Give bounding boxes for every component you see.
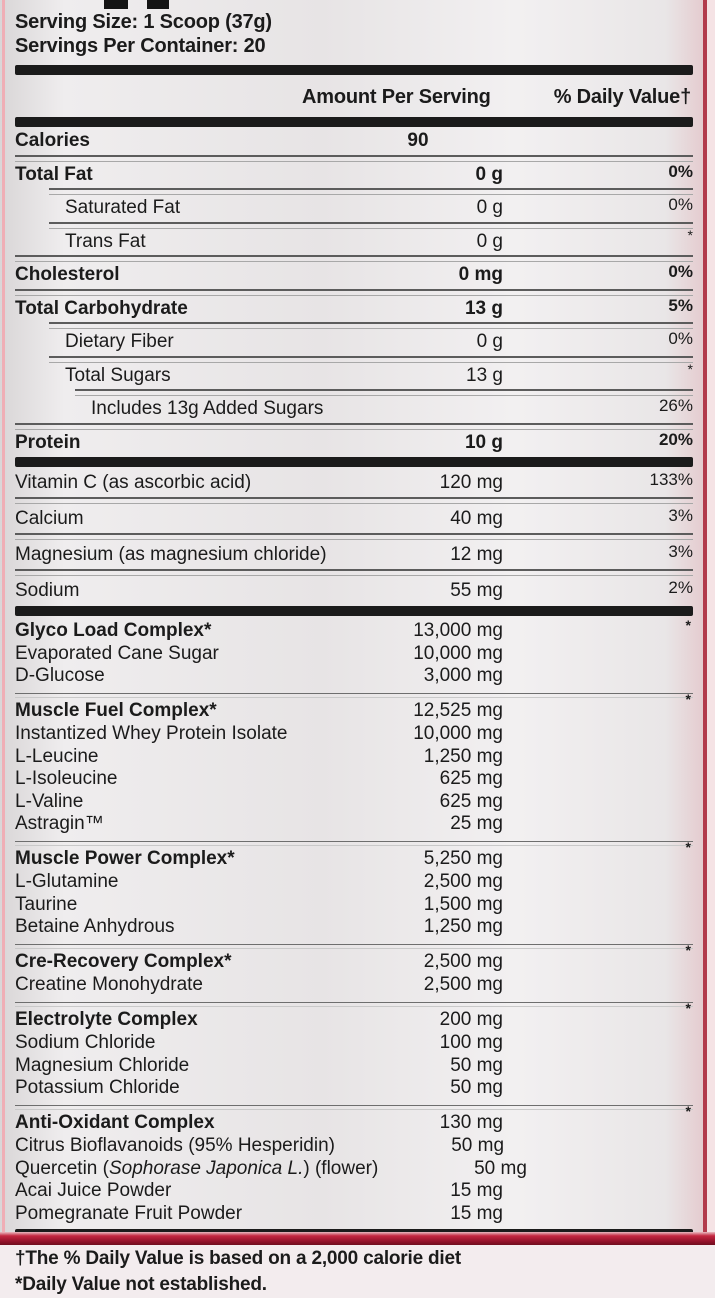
nutrient-amount: 10 g xyxy=(464,431,503,453)
complex-name: Anti-Oxidant Complex xyxy=(15,1112,215,1134)
facts-row-line xyxy=(15,262,693,289)
facts-row xyxy=(15,155,693,189)
row-separator xyxy=(15,255,693,262)
nutrient-daily-value: 3% xyxy=(668,505,693,525)
complex-block xyxy=(15,617,693,691)
complex-name: Cre-Recovery Complex* xyxy=(15,951,232,973)
nutrient-name: Dietary Fiber xyxy=(65,331,174,353)
facts-row xyxy=(15,188,693,222)
complex-header-row xyxy=(15,951,693,975)
complex-amount: 12,525 mg xyxy=(413,700,503,722)
serving-size-value: 1 Scoop (37g) xyxy=(143,11,272,33)
nutrient-amount: 0 g xyxy=(476,197,503,219)
ingredient-name: Taurine xyxy=(15,893,78,915)
facts-row-line xyxy=(15,468,693,497)
row-separator xyxy=(15,289,693,296)
nutrient-daily-value: * xyxy=(687,226,693,243)
complex-separator xyxy=(15,1002,693,1007)
ingredient-name: Acai Juice Powder xyxy=(15,1180,172,1202)
footnotes xyxy=(15,1246,693,1298)
facts-row xyxy=(15,533,693,569)
ingredient-name: Pomegranate Fruit Powder xyxy=(15,1202,243,1224)
nutrient-name: Vitamin C (as ascorbic acid) xyxy=(15,471,252,493)
divider-bar xyxy=(15,606,693,616)
nutrient-amount: 0 g xyxy=(476,230,503,252)
facts-row xyxy=(15,322,693,356)
nutrient-name: Includes 13g Added Sugars xyxy=(91,398,324,420)
complex-amount: 2,500 mg xyxy=(423,951,503,973)
ingredient-amount: 3,000 mg xyxy=(423,665,503,687)
ingredient-row xyxy=(15,1180,693,1203)
row-separator xyxy=(15,423,693,430)
complex-name: Muscle Power Complex* xyxy=(15,848,235,870)
ingredient-amount: 50 mg xyxy=(474,1157,527,1179)
ingredient-row xyxy=(15,768,693,791)
serving-info xyxy=(15,11,693,58)
complex-block xyxy=(15,1103,693,1229)
nutrient-name: Sodium xyxy=(15,579,80,601)
facts-row xyxy=(15,497,693,533)
complex-ingredients xyxy=(15,871,693,939)
complex-header-row xyxy=(15,848,693,872)
ingredient-name: Magnesium Chloride xyxy=(15,1054,190,1076)
nutrient-daily-value: 2% xyxy=(668,577,693,597)
ingredient-row xyxy=(15,813,693,836)
nutrient-name: Protein xyxy=(15,431,81,453)
complex-block xyxy=(15,1000,693,1103)
label-right-margin xyxy=(707,0,715,1233)
divider-bar xyxy=(15,65,693,75)
ingredient-amount: 10,000 mg xyxy=(413,723,503,745)
row-separator xyxy=(15,533,693,540)
serving-size-line xyxy=(15,11,693,35)
ingredient-name: L-Valine xyxy=(15,790,84,812)
nutrition-facts-table xyxy=(15,128,693,456)
complex-ingredients xyxy=(15,1135,693,1225)
column-headers xyxy=(15,76,693,116)
nutrient-daily-value: 0% xyxy=(668,262,693,282)
nutrient-daily-value: 0% xyxy=(668,161,693,181)
nutrient-amount: 0 g xyxy=(476,331,503,353)
complex-ingredients xyxy=(15,974,693,997)
ingredient-name: L-Isoleucine xyxy=(15,768,118,790)
row-separator xyxy=(15,569,693,576)
nutrient-amount: 13 g xyxy=(466,364,503,386)
ingredient-amount: 100 mg xyxy=(439,1032,503,1054)
complex-name: Electrolyte Complex xyxy=(15,1009,198,1031)
facts-row-line xyxy=(15,360,693,390)
ingredient-name: Potassium Chloride xyxy=(15,1077,180,1099)
nutrient-name: Magnesium (as magnesium chloride) xyxy=(15,543,327,565)
complex-header-row xyxy=(15,700,693,724)
facts-row-line xyxy=(15,162,693,189)
ingredient-row xyxy=(15,723,693,746)
row-separator xyxy=(49,322,693,329)
ingredient-name: Instantized Whey Protein Isolate xyxy=(15,723,288,745)
nutrient-amount: 120 mg xyxy=(439,471,503,493)
row-separator xyxy=(49,188,693,195)
facts-row xyxy=(15,468,693,497)
ingredient-amount: 1,250 mg xyxy=(423,916,503,938)
nutrient-daily-value: 5% xyxy=(668,295,693,315)
ingredient-row xyxy=(15,746,693,769)
ingredient-amount: 625 mg xyxy=(439,768,503,790)
complex-amount: 13,000 mg xyxy=(413,619,503,641)
ingredient-name: L-Leucine xyxy=(15,745,99,767)
nutrient-name: Calcium xyxy=(15,507,84,529)
ingredient-row xyxy=(15,665,693,688)
complex-daily-value-asterisk: * xyxy=(685,690,691,707)
facts-row-line xyxy=(15,430,693,457)
amount-per-serving-header: Amount Per Serving xyxy=(302,86,491,108)
facts-row-line xyxy=(15,329,693,356)
nutrient-name: Saturated Fat xyxy=(65,197,181,219)
ingredient-amount: 50 mg xyxy=(451,1135,505,1157)
ingredient-amount: 25 mg xyxy=(450,813,503,835)
row-separator xyxy=(15,155,693,162)
daily-value-header: % Daily Value† xyxy=(553,86,691,108)
daily-value-footnote: †The % Daily Value is based on a 2,000 calorie diet xyxy=(15,1248,462,1269)
facts-row xyxy=(15,222,693,256)
facts-row xyxy=(15,423,693,457)
complex-separator xyxy=(15,944,693,949)
complex-separator xyxy=(15,1105,693,1110)
complex-header-row xyxy=(15,1112,693,1136)
facts-row xyxy=(15,289,693,323)
complex-ingredients xyxy=(15,643,693,688)
ingredient-amount: 625 mg xyxy=(439,790,503,812)
ingredient-amount: 2,500 mg xyxy=(423,974,503,996)
facts-row xyxy=(15,128,693,155)
servings-per-container-line xyxy=(15,35,693,59)
complex-amount: 5,250 mg xyxy=(423,848,503,870)
ingredient-name: Quercetin (Sophorase Japonica L.) (flower) xyxy=(15,1157,379,1179)
facts-row-line xyxy=(15,396,693,423)
ingredient-row xyxy=(15,1032,693,1055)
complex-ingredients xyxy=(15,723,693,836)
complex-daily-value-asterisk: * xyxy=(685,1102,691,1119)
not-established-footnote: *Daily Value not established. xyxy=(15,1274,267,1295)
serving-size-label: Serving Size: xyxy=(15,11,138,33)
label-left-border xyxy=(2,0,5,1233)
facts-row xyxy=(15,389,693,423)
vitamins-minerals-table xyxy=(15,468,693,605)
ingredient-name: D-Glucose xyxy=(15,665,105,687)
nutrient-name: Cholesterol xyxy=(15,264,120,286)
nutrient-name: Total Fat xyxy=(15,163,93,185)
nutrient-amount: 0 g xyxy=(475,163,503,185)
ingredient-row xyxy=(15,974,693,997)
ingredient-amount: 1,500 mg xyxy=(423,893,503,915)
complex-ingredients xyxy=(15,1032,693,1100)
ingredient-name: Astragin™ xyxy=(15,813,104,835)
nutrient-daily-value: 0% xyxy=(668,195,693,215)
nutrient-amount: 90 xyxy=(407,130,429,152)
nutrient-amount: 0 mg xyxy=(458,264,503,286)
facts-row-line xyxy=(15,128,693,155)
nutrient-daily-value: 26% xyxy=(658,396,693,416)
complex-header-row xyxy=(15,1009,693,1033)
nutrient-amount: 13 g xyxy=(464,297,503,319)
nutrient-amount: 40 mg xyxy=(450,507,503,529)
facts-row-line xyxy=(15,504,693,533)
nutrient-name: Trans Fat xyxy=(65,230,146,252)
facts-row-line xyxy=(15,195,693,222)
nutrient-name: Total Carbohydrate xyxy=(15,297,188,319)
ingredient-row xyxy=(15,1077,693,1100)
facts-row-line xyxy=(15,540,693,569)
complex-amount: 200 mg xyxy=(439,1009,503,1031)
nutrient-daily-value: 3% xyxy=(668,541,693,561)
nutrient-daily-value: * xyxy=(687,360,693,377)
servings-label: Servings Per Container: xyxy=(15,34,239,57)
ingredient-name: Evaporated Cane Sugar xyxy=(15,642,219,664)
label-content xyxy=(15,0,693,1298)
label-right-border xyxy=(703,0,707,1235)
complex-name: Muscle Fuel Complex* xyxy=(15,700,217,722)
ingredient-amount: 15 mg xyxy=(450,1202,503,1224)
ingredient-name: Citrus Bioflavanoids (95% Hesperidin) xyxy=(15,1135,335,1157)
ingredient-row xyxy=(15,1203,693,1226)
complex-separator xyxy=(15,693,693,698)
divider-bar xyxy=(15,457,693,467)
nutrient-name: Calories xyxy=(15,130,90,152)
facts-row-line xyxy=(15,296,693,323)
complex-daily-value-asterisk: * xyxy=(685,941,691,958)
facts-row xyxy=(15,569,693,605)
ingredient-row xyxy=(15,1055,693,1078)
divider-bar xyxy=(15,117,693,127)
ingredient-row xyxy=(15,791,693,814)
nutrient-daily-value: 133% xyxy=(649,469,693,489)
ingredient-amount: 50 mg xyxy=(450,1054,503,1076)
servings-value: 20 xyxy=(243,34,266,57)
ingredient-name: L-Glutamine xyxy=(15,871,119,893)
label-bottom-band xyxy=(0,1232,715,1245)
ingredient-row xyxy=(15,871,693,894)
complex-daily-value-asterisk: * xyxy=(685,617,691,633)
complex-separator xyxy=(15,841,693,846)
ingredient-name: Sodium Chloride xyxy=(15,1032,156,1054)
complex-amount: 130 mg xyxy=(439,1112,503,1134)
ingredient-name: Betaine Anhydrous xyxy=(15,916,175,938)
row-separator xyxy=(15,497,693,504)
ingredient-row xyxy=(15,643,693,666)
facts-row-line xyxy=(15,226,693,256)
ingredient-amount: 15 mg xyxy=(450,1180,503,1202)
complex-block xyxy=(15,942,693,1000)
ingredient-complexes xyxy=(15,617,693,1228)
ingredient-name: Creatine Monohydrate xyxy=(15,974,203,996)
facts-row xyxy=(15,356,693,390)
complex-header-row xyxy=(15,619,693,643)
complex-block xyxy=(15,839,693,942)
facts-row-line xyxy=(15,576,693,605)
complex-block xyxy=(15,691,693,839)
facts-row xyxy=(15,255,693,289)
ingredient-row xyxy=(15,894,693,917)
nutrient-amount: 12 mg xyxy=(450,543,503,565)
ingredient-amount: 10,000 mg xyxy=(413,642,503,664)
nutrient-amount: 55 mg xyxy=(450,579,503,601)
complex-daily-value-asterisk: * xyxy=(685,999,691,1016)
ingredient-amount: 1,250 mg xyxy=(423,745,503,767)
ingredient-amount: 2,500 mg xyxy=(423,871,503,893)
nutrient-name: Total Sugars xyxy=(65,364,171,386)
ingredient-row xyxy=(15,1135,693,1158)
nutrient-daily-value: 20% xyxy=(658,429,693,449)
complex-daily-value-asterisk: * xyxy=(685,838,691,855)
ingredient-row xyxy=(15,1158,693,1181)
row-separator xyxy=(75,389,693,396)
ingredient-row xyxy=(15,916,693,939)
complex-name: Glyco Load Complex* xyxy=(15,619,212,641)
ingredient-amount: 50 mg xyxy=(450,1077,503,1099)
nutrient-daily-value: 0% xyxy=(668,329,693,349)
